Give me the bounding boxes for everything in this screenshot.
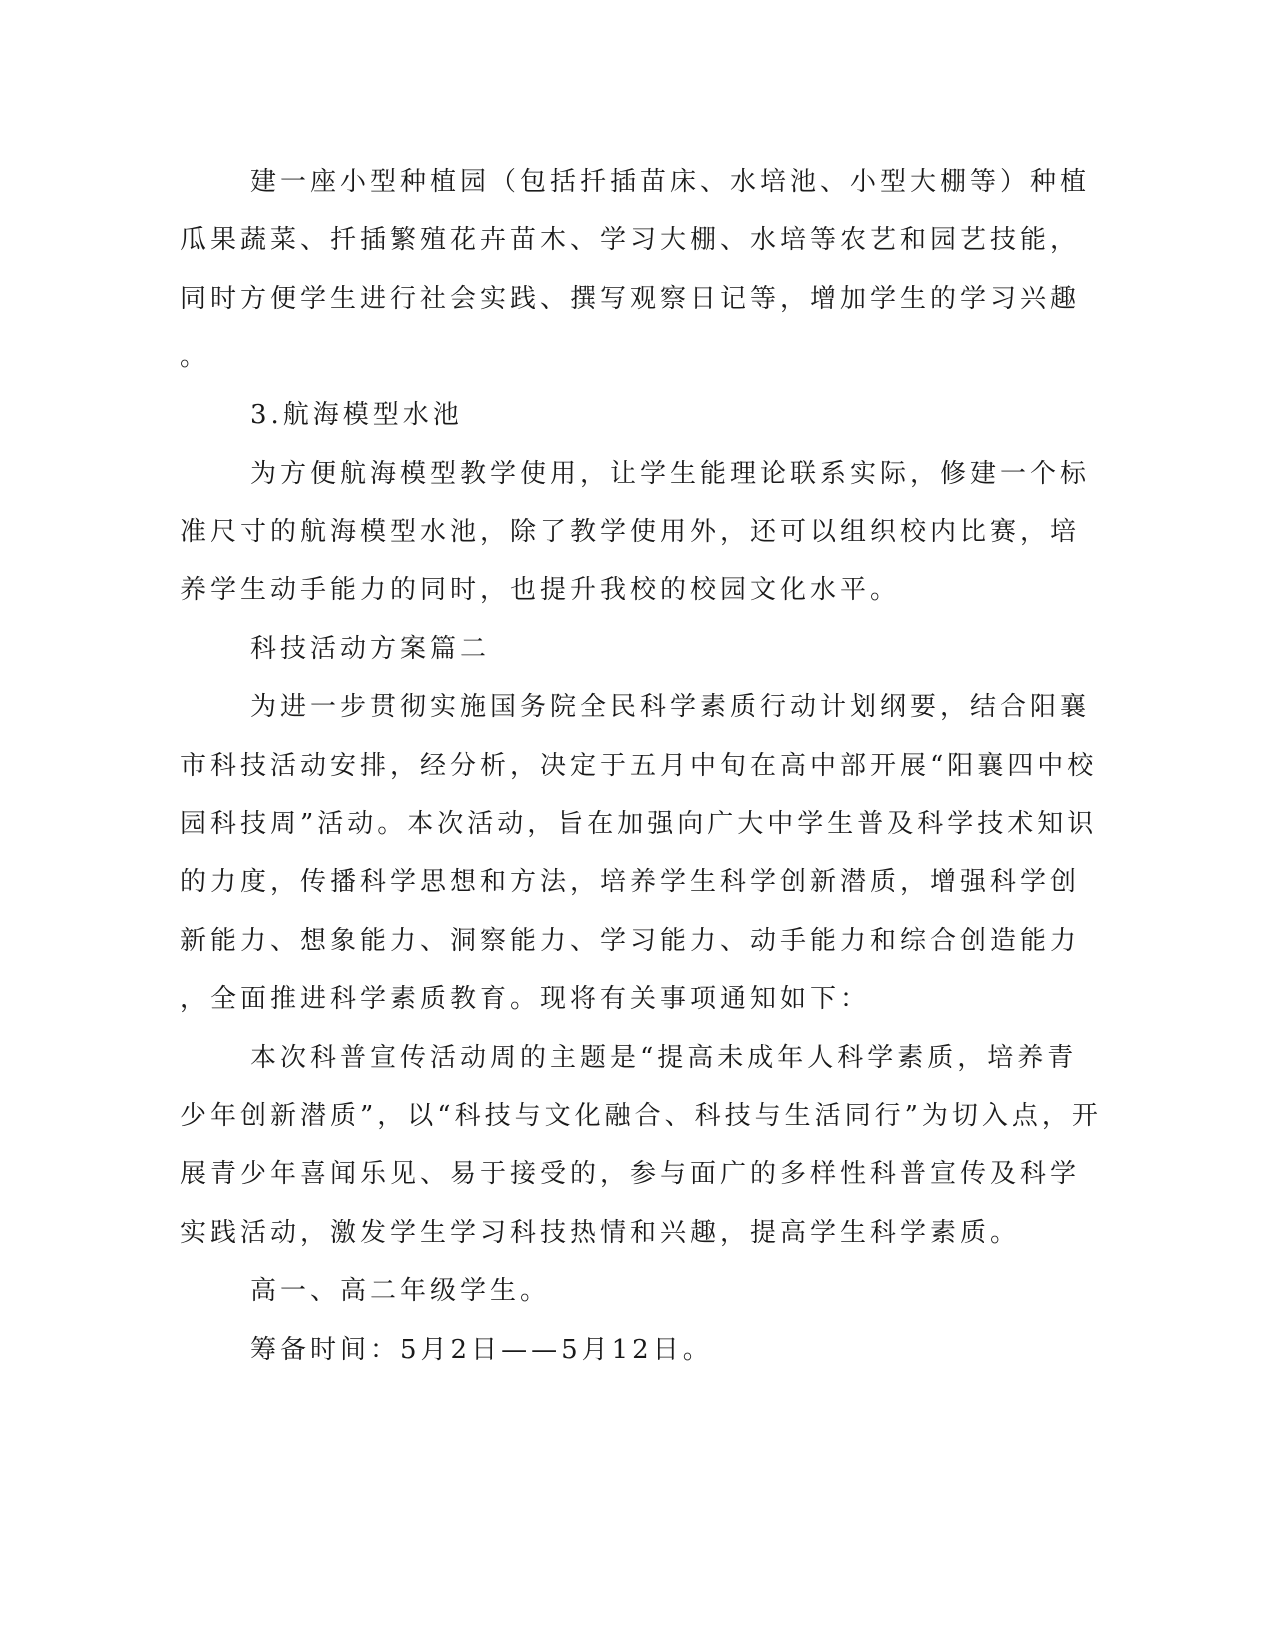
text-line: 市科技活动安排，经分析，决定于五月中旬在高中部开展“阳襄四中校 [180, 751, 1098, 781]
text-line: 建一座小型种植园（包括扦插苗床、水培池、小型大棚等）种植 [250, 167, 1091, 197]
text-line: 筹备时间：5月2日——5月12日。 [250, 1335, 713, 1365]
text-line: 实践活动，激发学生学习科技热情和兴趣，提高学生科学素质。 [180, 1218, 1021, 1248]
text-line: 为方便航海模型教学使用，让学生能理论联系实际，修建一个标 [250, 459, 1091, 489]
text-line: 少年创新潜质”，以“科技与文化融合、科技与生活同行”为切入点，开 [180, 1101, 1102, 1131]
text-line: 展青少年喜闻乐见、易于接受的，参与面广的多样性科普宣传及科学 [180, 1159, 1081, 1189]
text-line: 准尺寸的航海模型水池，除了教学使用外，还可以组织校内比赛，培 [180, 517, 1081, 547]
text-line: 本次科普宣传活动周的主题是“提高未成年人科学素质，培养青 [250, 1043, 1078, 1073]
text-line: 同时方便学生进行社会实践、撰写观察日记等，增加学生的学习兴趣 [180, 284, 1081, 314]
text-line: 园科技周”活动。本次活动，旨在加强向广大中学生普及科学技术知识 [180, 809, 1098, 839]
text-line: 新能力、想象能力、洞察能力、学习能力、动手能力和综合创造能力 [180, 926, 1081, 956]
section-heading: 科技活动方案篇二 [250, 634, 491, 664]
text-line: ，全面推进科学素质教育。现将有关事项通知如下： [180, 984, 871, 1014]
section-heading: 3.航海模型水池 [250, 400, 463, 430]
text-line: 养学生动手能力的同时，也提升我校的校园文化水平。 [180, 575, 901, 605]
text-line: 为进一步贯彻实施国务院全民科学素质行动计划纲要，结合阳襄 [250, 692, 1091, 722]
text-line: 的力度，传播科学思想和方法，培养学生科学创新潜质，增强科学创 [180, 867, 1081, 897]
text-line: 。 [180, 342, 211, 372]
text-line: 高一、高二年级学生。 [250, 1276, 551, 1306]
text-line: 瓜果蔬菜、扦插繁殖花卉苗木、学习大棚、水培等农艺和园艺技能， [180, 225, 1081, 255]
